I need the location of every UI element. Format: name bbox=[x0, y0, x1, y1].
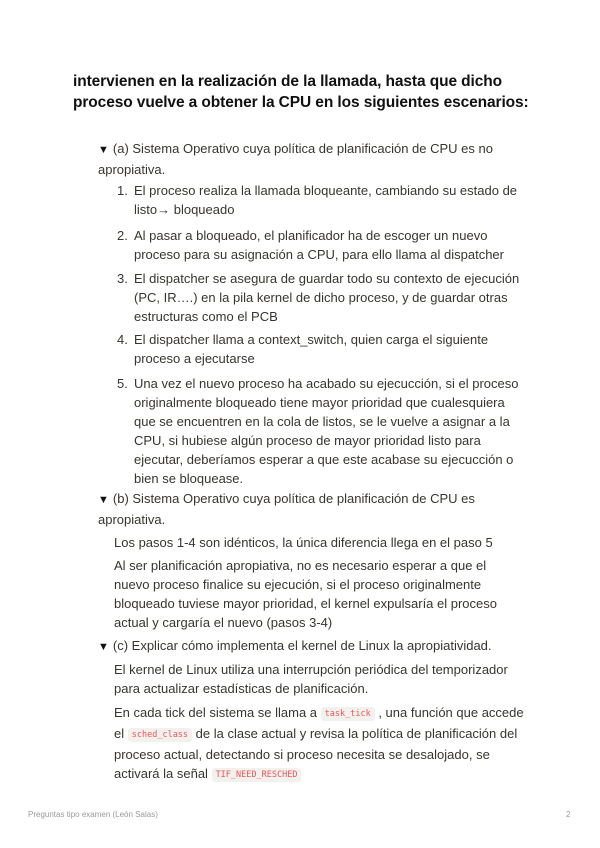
toggle-title-b: (b) Sistema Operativo cuya política de planificación de CPU es apropiativa. bbox=[98, 491, 475, 527]
step-number: 1. bbox=[117, 183, 128, 198]
toggle-section-a[interactable] bbox=[98, 139, 528, 179]
step-text: El proceso realiza la llamada bloqueante, cambiando su estado de listo→ bloqueado bbox=[134, 183, 518, 217]
toggle-section-b[interactable] bbox=[98, 489, 528, 529]
list-item bbox=[117, 181, 529, 219]
inline-code-task-tick: task_tick bbox=[321, 707, 375, 721]
list-item bbox=[117, 269, 529, 326]
step-text: Al pasar a bloqueado, el planificador ha de escoger un nuevo proceso para su asignación a CPU, para ello llama al dispatcher bbox=[134, 228, 504, 262]
list-item bbox=[117, 374, 529, 488]
list-item bbox=[117, 330, 529, 368]
paragraph-b1: Los pasos 1-4 son idénticos, la única diferencia llega en el paso 5 bbox=[114, 535, 493, 550]
section-heading: intervienen en la realización de la llamada, hasta que dicho proceso vuelve a obtener la CPU en los siguientes escenarios: bbox=[73, 73, 529, 111]
inline-code-sched-class: sched_class bbox=[128, 728, 192, 742]
step-text: Una vez el nuevo proceso ha acabado su ejecucción, si el proceso originalmente bloqueado tiene mayor prioridad que cualesquiera que se encuentren en la cola de listos, se le vuelve a asignar a la CPU, si hubiese algún proceso de mayor prioridad listo para ejecutar, deberíamos esperar a que este acabase su ejecucción o bien se bloquease. bbox=[134, 376, 519, 486]
text-run: de la clase actual y revisa la política de planificación del proceso actual, detectando si proceso necesita se desalojado, se activará la señal bbox=[114, 726, 518, 781]
step-text: El dispatcher se asegura de guardar todo su contexto de ejecución (PC, IR….) en la pila kernel de dicho proceso, y de guardar otras estructuras como el PCB bbox=[134, 271, 520, 324]
step-number: 3. bbox=[117, 271, 128, 286]
inline-code-tif-need-resched: TIF_NEED_RESCHED bbox=[212, 768, 302, 782]
paragraph-c1: El kernel de Linux utiliza una interrupción periódica del temporizador para actualizar estadísticas de planificación. bbox=[114, 662, 508, 696]
paragraph-c2 bbox=[114, 703, 524, 785]
step-number: 5. bbox=[117, 376, 128, 391]
toggle-title-a: (a) Sistema Operativo cuya política de planificación de CPU es no apropiativa. bbox=[98, 141, 493, 177]
toggle-arrow-icon[interactable]: ▼ bbox=[98, 641, 109, 653]
step-text: El dispatcher llama a context_switch, quien carga el siguiente proceso a ejecutarse bbox=[134, 332, 489, 366]
toggle-arrow-icon[interactable]: ▼ bbox=[98, 494, 109, 506]
step-number: 4. bbox=[117, 332, 128, 347]
toggle-section-c[interactable] bbox=[98, 636, 528, 657]
page-number: 2 bbox=[566, 810, 571, 819]
footer-title: Preguntas tipo examen (León Salas) bbox=[28, 810, 158, 819]
text-run: En cada tick del sistema se llama a bbox=[114, 705, 321, 720]
paragraph-b2: Al ser planificación apropiativa, no es necesario esperar a que el nuevo proceso finalice su ejecución, si el proceso originalmente bloqueado tuviese mayor prioridad, el kernel expulsaría el proceso actual y cargaría el nuevo (pasos 3-4) bbox=[114, 558, 497, 630]
text-run: , una función que accede el bbox=[114, 705, 524, 741]
toggle-arrow-icon[interactable]: ▼ bbox=[98, 144, 109, 156]
toggle-title-c: (c) Explicar cómo implementa el kernel de Linux la apropiatividad. bbox=[112, 638, 492, 653]
step-number: 2. bbox=[117, 228, 128, 243]
list-item bbox=[117, 226, 529, 264]
